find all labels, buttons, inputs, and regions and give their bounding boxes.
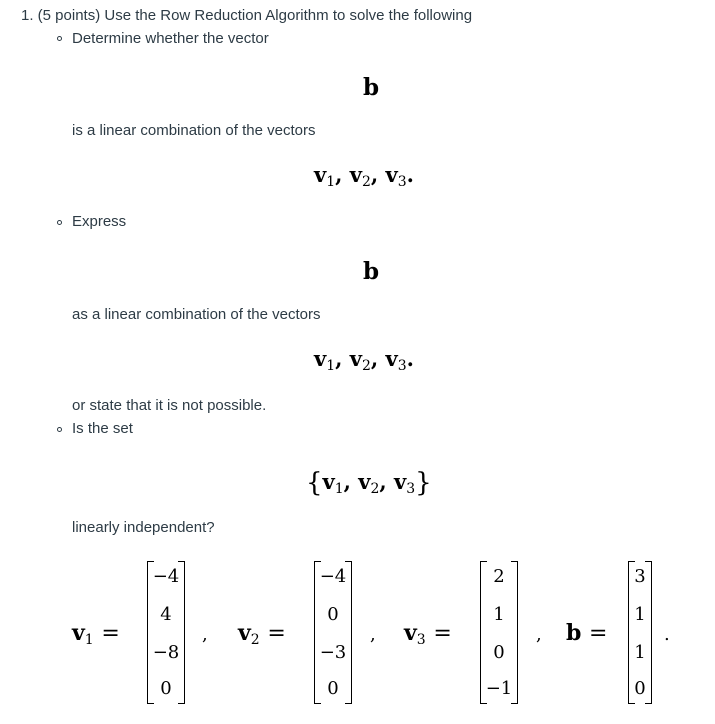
v2-entry: −4 bbox=[319, 566, 347, 587]
part2-vector-b: b bbox=[363, 258, 380, 285]
v1-label: v1 = bbox=[72, 620, 120, 648]
v3-matrix bbox=[480, 562, 518, 702]
b-matrix bbox=[628, 562, 652, 702]
b-entry: 1 bbox=[634, 642, 646, 663]
b-entry: 0 bbox=[634, 678, 646, 699]
part2-middle: as a linear combination of the vectors bbox=[72, 306, 321, 323]
v2-matrix bbox=[314, 562, 352, 702]
v2-entry: 0 bbox=[327, 678, 339, 699]
b-label: b = bbox=[566, 620, 608, 646]
bullet-3 bbox=[57, 427, 62, 432]
v3-label: v3 = bbox=[404, 620, 452, 648]
b-entry: 3 bbox=[634, 566, 646, 587]
v3-entry: 2 bbox=[493, 566, 505, 587]
part2-intro: Express bbox=[72, 213, 127, 230]
v1-entry: −4 bbox=[152, 566, 180, 587]
part2-vectors-v: v1, v2, v3. bbox=[314, 346, 414, 374]
bullet-1 bbox=[57, 36, 62, 41]
v2-entry: −3 bbox=[319, 642, 347, 663]
period: . bbox=[664, 624, 670, 645]
comma: , bbox=[202, 624, 208, 645]
part1-intro: Determine whether the vector bbox=[72, 30, 269, 47]
b-entry: 1 bbox=[634, 604, 646, 625]
v1-entry: 0 bbox=[160, 678, 172, 699]
v1-matrix bbox=[147, 562, 185, 702]
question-heading: 1. (5 points) Use the Row Reduction Algorithm to solve the following bbox=[21, 7, 473, 24]
part3-intro: Is the set bbox=[72, 420, 133, 437]
part2-tail: or state that it is not possible. bbox=[72, 397, 267, 414]
part3-set: {v1, v2, v3} bbox=[306, 468, 432, 498]
part1-middle: is a linear combination of the vectors bbox=[72, 122, 316, 139]
part1-vectors-v: v1, v2, v3. bbox=[314, 162, 414, 190]
v1-entry: −8 bbox=[152, 642, 180, 663]
v2-entry: 0 bbox=[327, 604, 339, 625]
v1-entry: 4 bbox=[160, 604, 172, 625]
v3-entry: −1 bbox=[485, 678, 513, 699]
part1-vector-b: b bbox=[363, 74, 380, 101]
v3-entry: 0 bbox=[493, 642, 505, 663]
bullet-2 bbox=[57, 220, 62, 225]
v2-label: v2 = bbox=[238, 620, 286, 648]
vector-definitions bbox=[0, 562, 715, 712]
comma: , bbox=[370, 624, 376, 645]
comma: , bbox=[536, 624, 542, 645]
v3-entry: 1 bbox=[493, 604, 505, 625]
part3-tail: linearly independent? bbox=[72, 519, 215, 536]
